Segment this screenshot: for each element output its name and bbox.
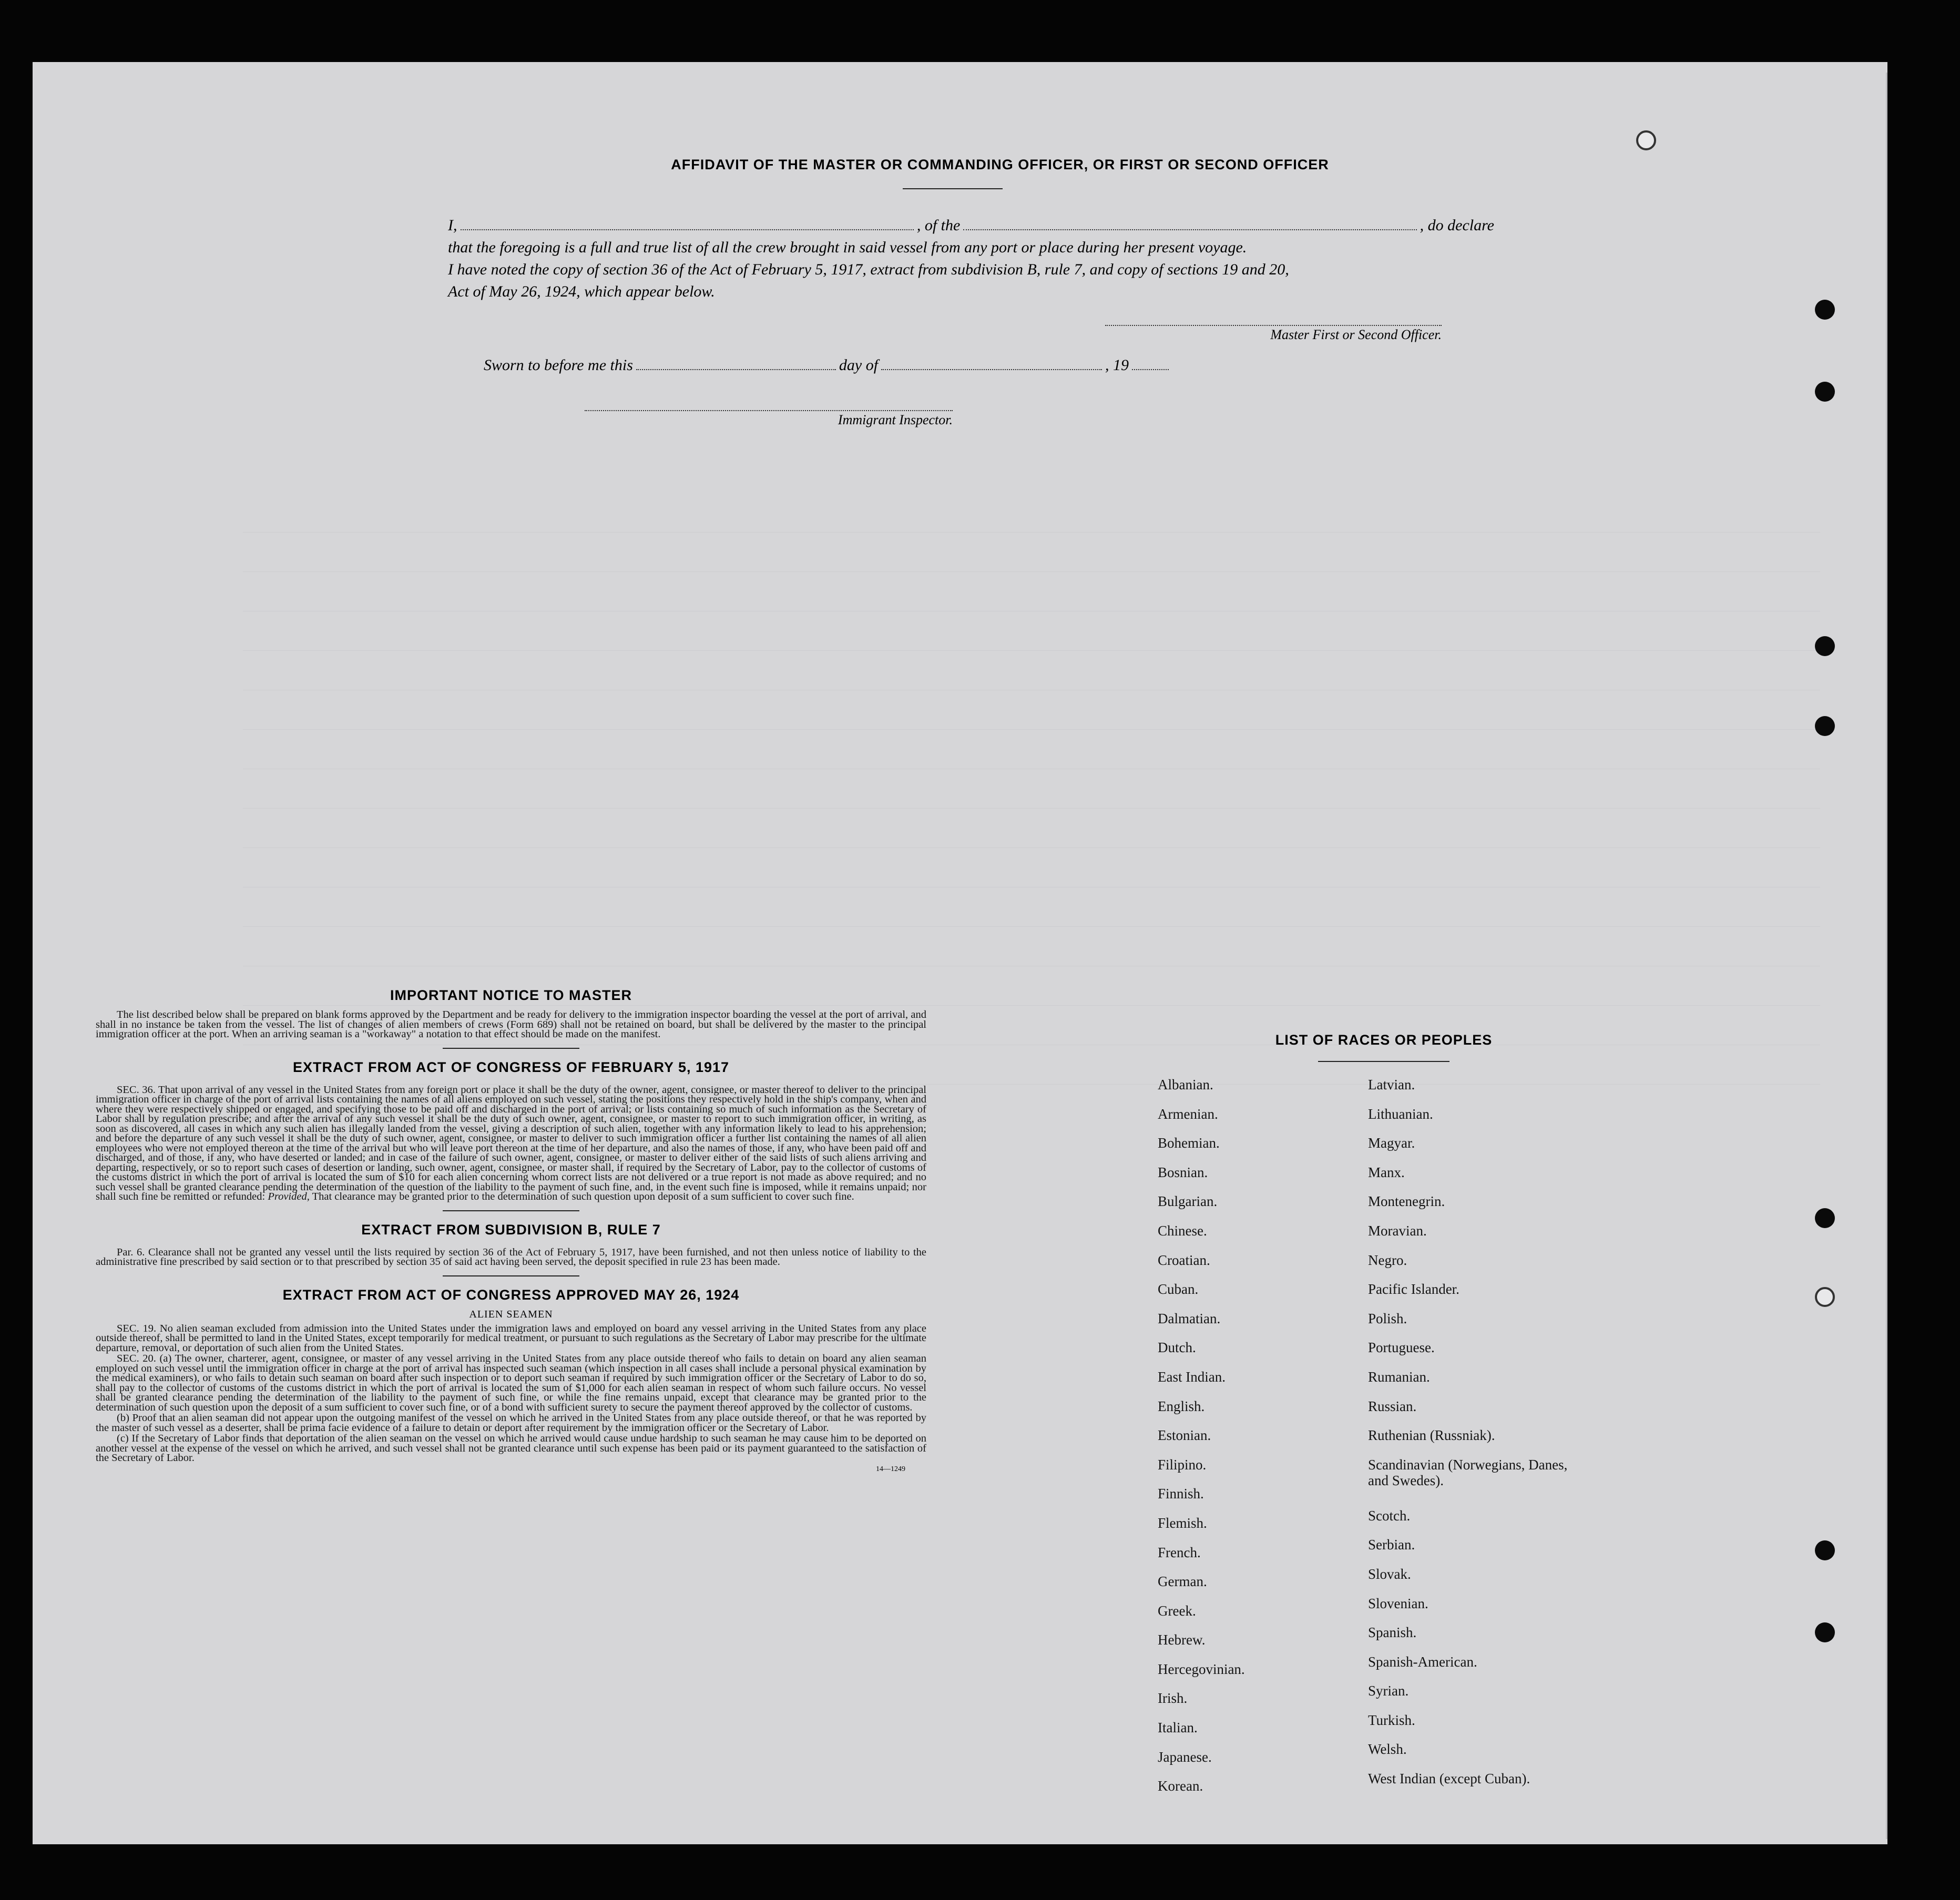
affidavit-title: AFFIDAVIT OF THE MASTER OR COMMANDING OFFICER, OR FIRST OR SECOND OFFICER xyxy=(671,157,1329,172)
race-entry: Lithuanian. xyxy=(1368,1106,1433,1122)
race-entry: Filipino. xyxy=(1158,1456,1207,1473)
divider xyxy=(443,1210,579,1211)
races-title: LIST OF RACES OR PEOPLES xyxy=(1275,1032,1493,1048)
divider xyxy=(443,1048,579,1049)
affidavit-line-2: that the foregoing is a full and true list of all the crew brought in said vessel from any port or place during her present voyage. xyxy=(448,239,1247,256)
race-entry: Finnish. xyxy=(1158,1486,1204,1502)
day-of-label: day of xyxy=(839,356,879,374)
binder-hole xyxy=(1815,716,1835,736)
binding-edge xyxy=(1886,73,1887,1839)
binder-hole xyxy=(1815,636,1835,656)
sec-20a-body: SEC. 20. (a) The owner, charterer, agent, consignee, or master of any vessel arriving in the United States from any place outside thereof who fails to detain on board any alien seaman employed on such vessel until the immigration officer in charge at the port of arrival has inspected such seaman (which inspection in all cases shall include a personal physical examination by the medical examiners), or who fails to detain such seaman on board after such inspection or to deport such seaman if required by such immigration officer or the Secretary of Labor to do so, shall pay to the collector of customs of the customs district in which the port of arrival is located the sum of $1,000 for each alien seaman in respect of whom such failure occurs. No vessel shall be granted clearance pending the determination of the liability to the payment of such fine, or while the fine remains unpaid, except that clearance may be granted prior to the determination of such question upon the deposit of a sum sufficient to cover such fine, or of a bond with sufficient surety to secure the payment thereof approved by the collector of customs. xyxy=(96,1353,926,1413)
binder-hole xyxy=(1815,1540,1835,1560)
race-entry: Spanish. xyxy=(1368,1625,1417,1641)
race-entry: Negro. xyxy=(1368,1252,1407,1268)
race-entry: East Indian. xyxy=(1158,1368,1226,1385)
master-signature-line[interactable] xyxy=(1105,325,1442,343)
race-entry: Montenegrin. xyxy=(1368,1193,1445,1210)
race-entry: Serbian. xyxy=(1368,1537,1415,1553)
race-entry: Armenian. xyxy=(1158,1106,1218,1122)
race-entry: Irish. xyxy=(1158,1690,1188,1707)
race-entry: Slovak. xyxy=(1368,1566,1411,1582)
of-the-label: , of the xyxy=(916,217,961,234)
binder-hole xyxy=(1815,300,1835,320)
races-column-b xyxy=(1368,1077,1631,1807)
extract-1924-title: EXTRACT FROM ACT OF CONGRESS APPROVED MAY 26, 1924 xyxy=(282,1286,740,1303)
name-blank[interactable] xyxy=(461,218,914,230)
alien-seamen-subtitle: ALIEN SEAMEN xyxy=(469,1308,553,1320)
race-entry: West Indian (except Cuban). xyxy=(1368,1771,1530,1787)
race-entry: Bulgarian. xyxy=(1158,1193,1218,1210)
race-entry: Albanian. xyxy=(1158,1077,1213,1092)
extract-1917-title: EXTRACT FROM ACT OF CONGRESS OF FEBRUARY 5, 1917 xyxy=(292,1059,730,1075)
affidavit-declaration-line xyxy=(448,214,1494,237)
signature-caption: Master First or Second Officer. xyxy=(1270,327,1442,342)
race-entry: Latvian. xyxy=(1368,1077,1415,1092)
divider xyxy=(443,1275,579,1276)
race-entry: Italian. xyxy=(1158,1720,1198,1736)
race-entry: Magyar. xyxy=(1368,1135,1415,1151)
legal-extracts xyxy=(96,987,926,1474)
sec-20c-body: (c) If the Secretary of Labor finds that deportation of the alien seaman on the vessel on which he arrived would cause undue hardship to such seaman he may cause him to be deported on another vessel at the expense of the vessel on which he arrived, and such vessel shall not be granted clearance until such expense has been paid or its payment guaranteed to the satisfaction of the Secretary of Labor. xyxy=(96,1433,926,1464)
race-entry: Rumanian. xyxy=(1368,1368,1430,1385)
race-entry: Polish. xyxy=(1368,1310,1407,1326)
extract-rule7-title: EXTRACT FROM SUBDIVISION B, RULE 7 xyxy=(361,1221,661,1238)
race-entry: Korean. xyxy=(1158,1778,1203,1794)
race-entry: Cuban. xyxy=(1158,1281,1199,1298)
race-entry: Syrian. xyxy=(1368,1683,1409,1699)
declare-label: , do declare xyxy=(1420,217,1494,234)
manifest-page xyxy=(33,62,1887,1844)
race-entry: Scotch. xyxy=(1368,1507,1411,1524)
race-entry: Chinese. xyxy=(1158,1222,1207,1239)
race-entry: French. xyxy=(1158,1544,1201,1560)
notice-body: The list described below shall be prepared on blank forms approved by the Department and be ready for delivery to the immigration inspector boarding the vessel at the port of arrival, and shall in no instance be taken from the vessel. The list of changes of alien members of crews (Form 689) shall not be retained on board, but shall be delivered by the master to the principal immigration officer at the port. When an arriving seaman is a "workaway" a notation to that effect should be made on the manifest. xyxy=(96,1009,926,1040)
sworn-label: Sworn to before me this xyxy=(484,356,633,374)
race-entry: Bohemian. xyxy=(1158,1135,1220,1151)
race-entry: Flemish. xyxy=(1158,1515,1207,1531)
binder-hole xyxy=(1815,1208,1835,1228)
race-entry: Greek. xyxy=(1158,1602,1196,1619)
sworn-line xyxy=(484,356,1251,374)
vessel-blank[interactable] xyxy=(963,218,1416,230)
race-entry: Russian. xyxy=(1368,1398,1417,1414)
race-entry: Moravian. xyxy=(1368,1222,1427,1239)
race-entry: Portuguese. xyxy=(1368,1340,1435,1356)
races-list xyxy=(1158,1077,1631,1807)
race-entry: Bosnian. xyxy=(1158,1164,1208,1180)
i-label: I, xyxy=(448,217,457,234)
race-entry: Pacific Islander. xyxy=(1368,1281,1459,1298)
race-entry: German. xyxy=(1158,1574,1207,1590)
race-entry: Welsh. xyxy=(1368,1741,1407,1758)
sworn-month-blank[interactable] xyxy=(881,357,1102,370)
race-entry: Scandinavian (Norwegians, Danes, and Swedes). xyxy=(1368,1456,1568,1488)
sec-20b-body: (b) Proof that an alien seaman did not appear upon the outgoing manifest of the vessel on which he arrived in the United States from any place outside thereof, or that he was reported by the master of such vessel as a deserter, shall be prima facie evidence of a failure to detain or deport after requirement by the immigration officer or the Secretary of Labor. xyxy=(96,1412,926,1434)
binder-hole xyxy=(1815,1287,1835,1307)
affidavit-body xyxy=(448,214,1494,303)
race-entry: Croatian. xyxy=(1158,1252,1210,1268)
year-label: , 19 xyxy=(1105,356,1129,374)
extract-1917-body: SEC. 36. That upon arrival of any vessel in the United States from any foreign port or place it shall be the duty of the owner, agent, consignee, or master thereof to deliver to the principal immigration officer in charge of the port of arrival lists containing the names of all aliens employed on such vessel, stating the positions they respectively hold in the ship's company, when and where they were respectively shipped or engaged, and specifying those to be paid off and discharged in the port of arrival; or lists containing so much of such information as the Secretary of Labor shall by regulation prescribe; and after the arrival of any such vessel it shall be the duty of such owner, agent, consignee, or master to report to such immigration officer, in writing, as soon as discovered, all cases in which any such alien has illegally landed from the vessel, giving a description of such alien, together with any information likely to lead to his apprehension; and before the departure of any such vessel it shall be the duty of such owner, agent, consignee, or master to deliver to such immigration officer a further list containing the names of all alien employees who were not employed thereon at the time of the arrival but who will leave port thereon at the time of her departure, and also the names of those, if any, who have been paid off and discharged, and of those, if any, who have deserted or landed; and in case of the failure of such owner, agent, consignee, or master to deliver either of the said lists of such aliens arriving and departing, respectively, or so to report such cases of desertion or landing, such owner, agent, consignee, or master shall, if required by the Secretary of Labor, pay to the collector of customs of the customs district in which the port of arrival is located the sum of $10 for each alien concerning whom correct lists are not delivered or a true report is not made as above required; and no such vessel shall be granted clearance pending the determination of the question of the liability to the payment of such fine, and, in the event such fine is imposed, while it remains unpaid; nor shall such fine be remitted or refunded: Provided, That clearance may be granted prior to the determination of such question upon deposit of a sum sufficient to cover such fine. xyxy=(96,1084,926,1202)
affidavit-rule xyxy=(903,188,1003,189)
races-rule xyxy=(1318,1061,1449,1062)
extract-rule7-body: Par. 6. Clearance shall not be granted any vessel until the lists required by section 36 of the Act of February 5, 1917, have been furnished, and not then unless notice of liability to the administrative fine prescribed by said section or to that prescribed by section 35 of said act having been served, the deposit specified in rule 23 has been made. xyxy=(96,1246,926,1268)
race-entry: Manx. xyxy=(1368,1164,1405,1180)
affidavit-line-3: I have noted the copy of section 36 of the Act of February 5, 1917, extract from subdivision B, rule 7, and copy of sections 19 and 20, xyxy=(448,261,1289,278)
binder-hole xyxy=(1815,382,1835,402)
race-entry: Spanish-American. xyxy=(1368,1653,1477,1670)
sworn-year-blank[interactable] xyxy=(1132,357,1169,370)
race-entry: Turkish. xyxy=(1368,1712,1415,1728)
sworn-day-blank[interactable] xyxy=(636,357,836,370)
race-entry: Hebrew. xyxy=(1158,1632,1206,1648)
notice-title: IMPORTANT NOTICE TO MASTER xyxy=(390,987,632,1003)
binder-hole xyxy=(1636,130,1656,150)
race-entry: Dutch. xyxy=(1158,1340,1196,1356)
races-column-a xyxy=(1158,1077,1368,1807)
race-entry: Dalmatian. xyxy=(1158,1310,1221,1326)
form-number: 14—1249 xyxy=(876,1465,905,1473)
race-entry: Hercegovinian. xyxy=(1158,1661,1245,1677)
race-entry: Estonian. xyxy=(1158,1427,1211,1444)
inspector-caption: Immigrant Inspector. xyxy=(838,412,953,427)
inspector-signature-line[interactable] xyxy=(585,410,953,428)
race-entry: Ruthenian (Russniak). xyxy=(1368,1427,1495,1444)
race-entry: Slovenian. xyxy=(1368,1595,1428,1611)
sec-19-body: SEC. 19. No alien seaman excluded from admission into the United States under the immigration laws and employed on board any vessel arriving in the United States from any place outside thereof, shall be permitted to land in the United States, except temporarily for medical treatment, or pursuant to such regulations as the Secretary of Labor may prescribe for the ultimate departure, removal, or deportation of such alien from the United States. xyxy=(96,1322,926,1354)
race-entry: Japanese. xyxy=(1158,1749,1212,1765)
affidavit-line-4: Act of May 26, 1924, which appear below. xyxy=(448,283,715,300)
race-entry: English. xyxy=(1158,1398,1205,1414)
binder-hole xyxy=(1815,1622,1835,1642)
